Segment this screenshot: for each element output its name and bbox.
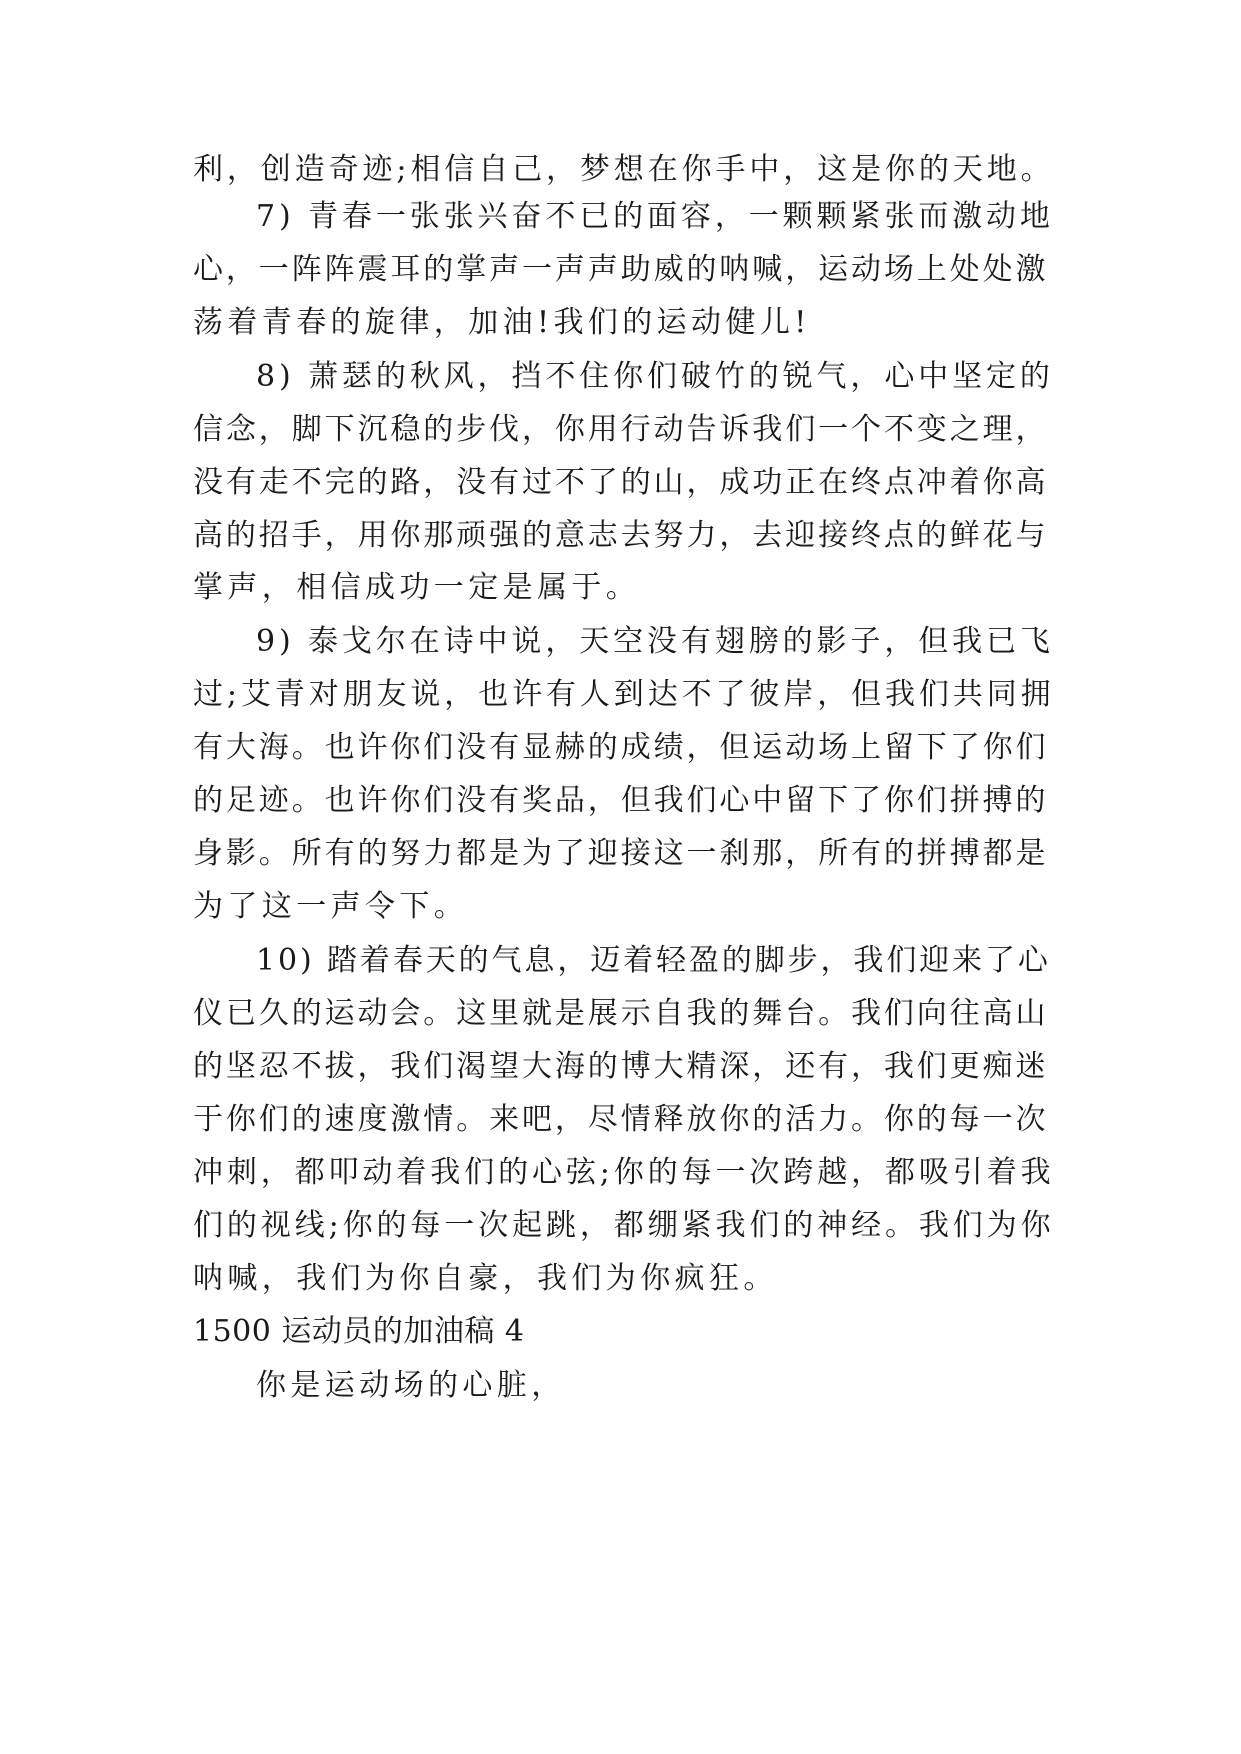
paragraph-9-start: 9) 泰戈尔在诗中说，天空没有翅膀的影子，但我已飞	[256, 624, 1054, 659]
text-line: 们的视线;你的每一次起跳，都绷紧我们的神经。我们为你	[193, 1208, 1055, 1243]
text-line: 仪已久的运动会。这里就是展示自我的舞台。我们向往高山	[193, 996, 1049, 1031]
text-line: 利，创造奇迹;相信自己，梦想在你手中，这是你的天地。	[193, 152, 1055, 187]
paragraph-start: 你是运动场的心脏，	[256, 1368, 566, 1403]
text-line: 为了这一声令下。	[193, 889, 469, 924]
text-line: 掌声，相信成功一定是属于。	[193, 570, 641, 605]
text-line: 过;艾青对朋友说，也许有人到达不了彼岸，但我们共同拥	[193, 677, 1055, 712]
text-line: 有大海。也许你们没有显赫的成绩，但运动场上留下了你们	[193, 730, 1049, 765]
text-line: 高的招手，用你那顽强的意志去努力，去迎接终点的鲜花与	[193, 518, 1049, 553]
text-line: 荡着青春的旋律，加油!我们的运动健儿!	[193, 305, 811, 340]
text-line: 心，一阵阵震耳的掌声一声声助威的呐喊，运动场上处处激	[193, 252, 1049, 287]
text-line: 冲刺，都叩动着我们的心弦;你的每一次跨越，都吸引着我	[193, 1155, 1055, 1190]
text-line: 没有走不完的路，没有过不了的山，成功正在终点冲着你高	[193, 465, 1049, 500]
section-heading: 1500 运动员的加油稿 4	[193, 1314, 525, 1349]
paragraph-8-start: 8) 萧瑟的秋风，挡不住你们破竹的锐气，心中坚定的	[256, 359, 1054, 394]
text-line: 身影。所有的努力都是为了迎接这一刹那，所有的拼搏都是	[193, 836, 1049, 871]
paragraph-10-start: 10) 踏着春天的气息，迈着轻盈的脚步，我们迎来了心	[256, 943, 1051, 978]
text-line: 的坚忍不拔，我们渴望大海的博大精深，还有，我们更痴迷	[193, 1049, 1049, 1084]
paragraph-7-start: 7) 青春一张张兴奋不已的面容，一颗颗紧张而激动地	[256, 199, 1054, 234]
text-line: 的足迹。也许你们没有奖品，但我们心中留下了你们拼搏的	[193, 783, 1049, 818]
text-line: 呐喊，我们为你自豪，我们为你疯狂。	[193, 1261, 778, 1296]
text-line: 信念，脚下沉稳的步伐，你用行动告诉我们一个不变之理，	[193, 412, 1049, 447]
text-line: 于你们的速度激情。来吧，尽情释放你的活力。你的每一次	[193, 1102, 1049, 1137]
